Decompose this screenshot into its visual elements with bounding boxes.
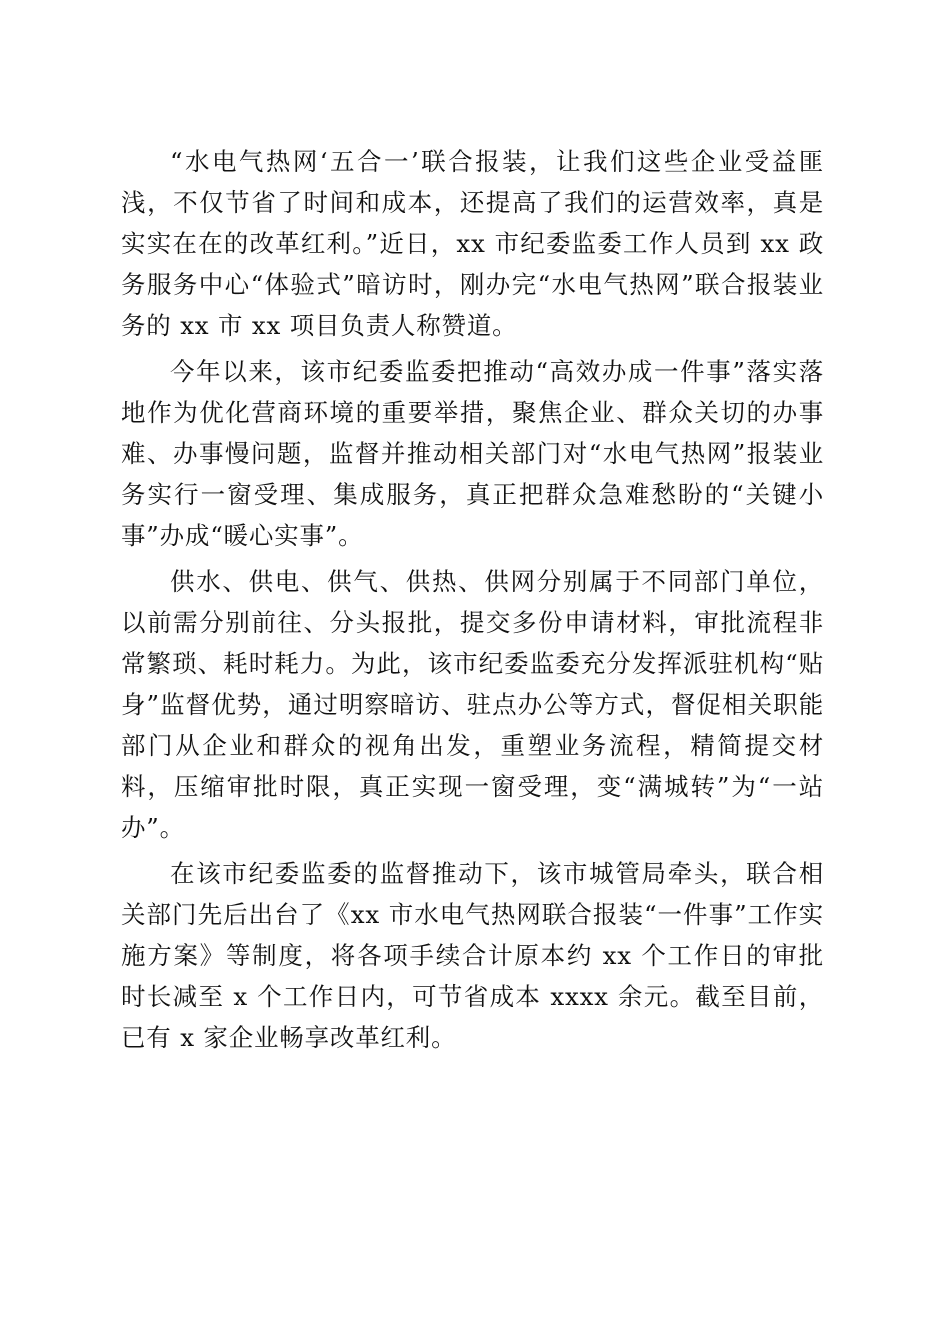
paragraph-2: 今年以来，该市纪委监委把推动“高效办成一件事”落实落地作为优化营商环境的重要举措，聚焦企业、群众关切的办事难、办事慢问题，监督并推动相关部门对“水电气热网”报装业务实行一窗受理、集成服务，真正把群众急难愁盼的“关键小事”办成“暖心实事”。 bbox=[121, 357, 824, 550]
paragraph-3: 供水、供电、供气、供热、供网分别属于不同部门单位，以前需分别前往、分头报批，提交多份申请材料，审批流程非常繁琐、耗时耗力。为此，该市纪委监委充分发挥派驻机构“贴身”监督优势，通过明察暗访、驻点办公等方式，督促相关职能部门从企业和群众的视角出发，重塑业务流程，精简提交材料，压缩审批时限，真正实现一窗受理，变“满城转”为“一站办”。 bbox=[121, 567, 825, 842]
paragraph-4: 在该市纪委监委的监督推动下，该市城管局牵头，联合相关部门先后出台了《xx 市水电气热网联合报装“一件事”工作实施方案》等制度，将各项手续合计原本约 xx 个工作日的审批时长减至 x 个工作日内，可节省成本 xxxx 余元。截至目前，已有 x 家企业畅享改革红利。 bbox=[121, 859, 824, 1052]
document-body bbox=[121, 141, 824, 1063]
paragraph-1: “水电气热网‘五合一’联合报装，让我们这些企业受益匪浅，不仅节省了时间和成本，还提高了我们的运营效率，真是实实在在的改革红利。”近日，xx 市纪委监委工作人员到 xx 政务服务中心“体验式”暗访时，刚办完“水电气热网”联合报装业务的 xx 市 xx 项目负责人称赞道。 bbox=[121, 147, 824, 340]
